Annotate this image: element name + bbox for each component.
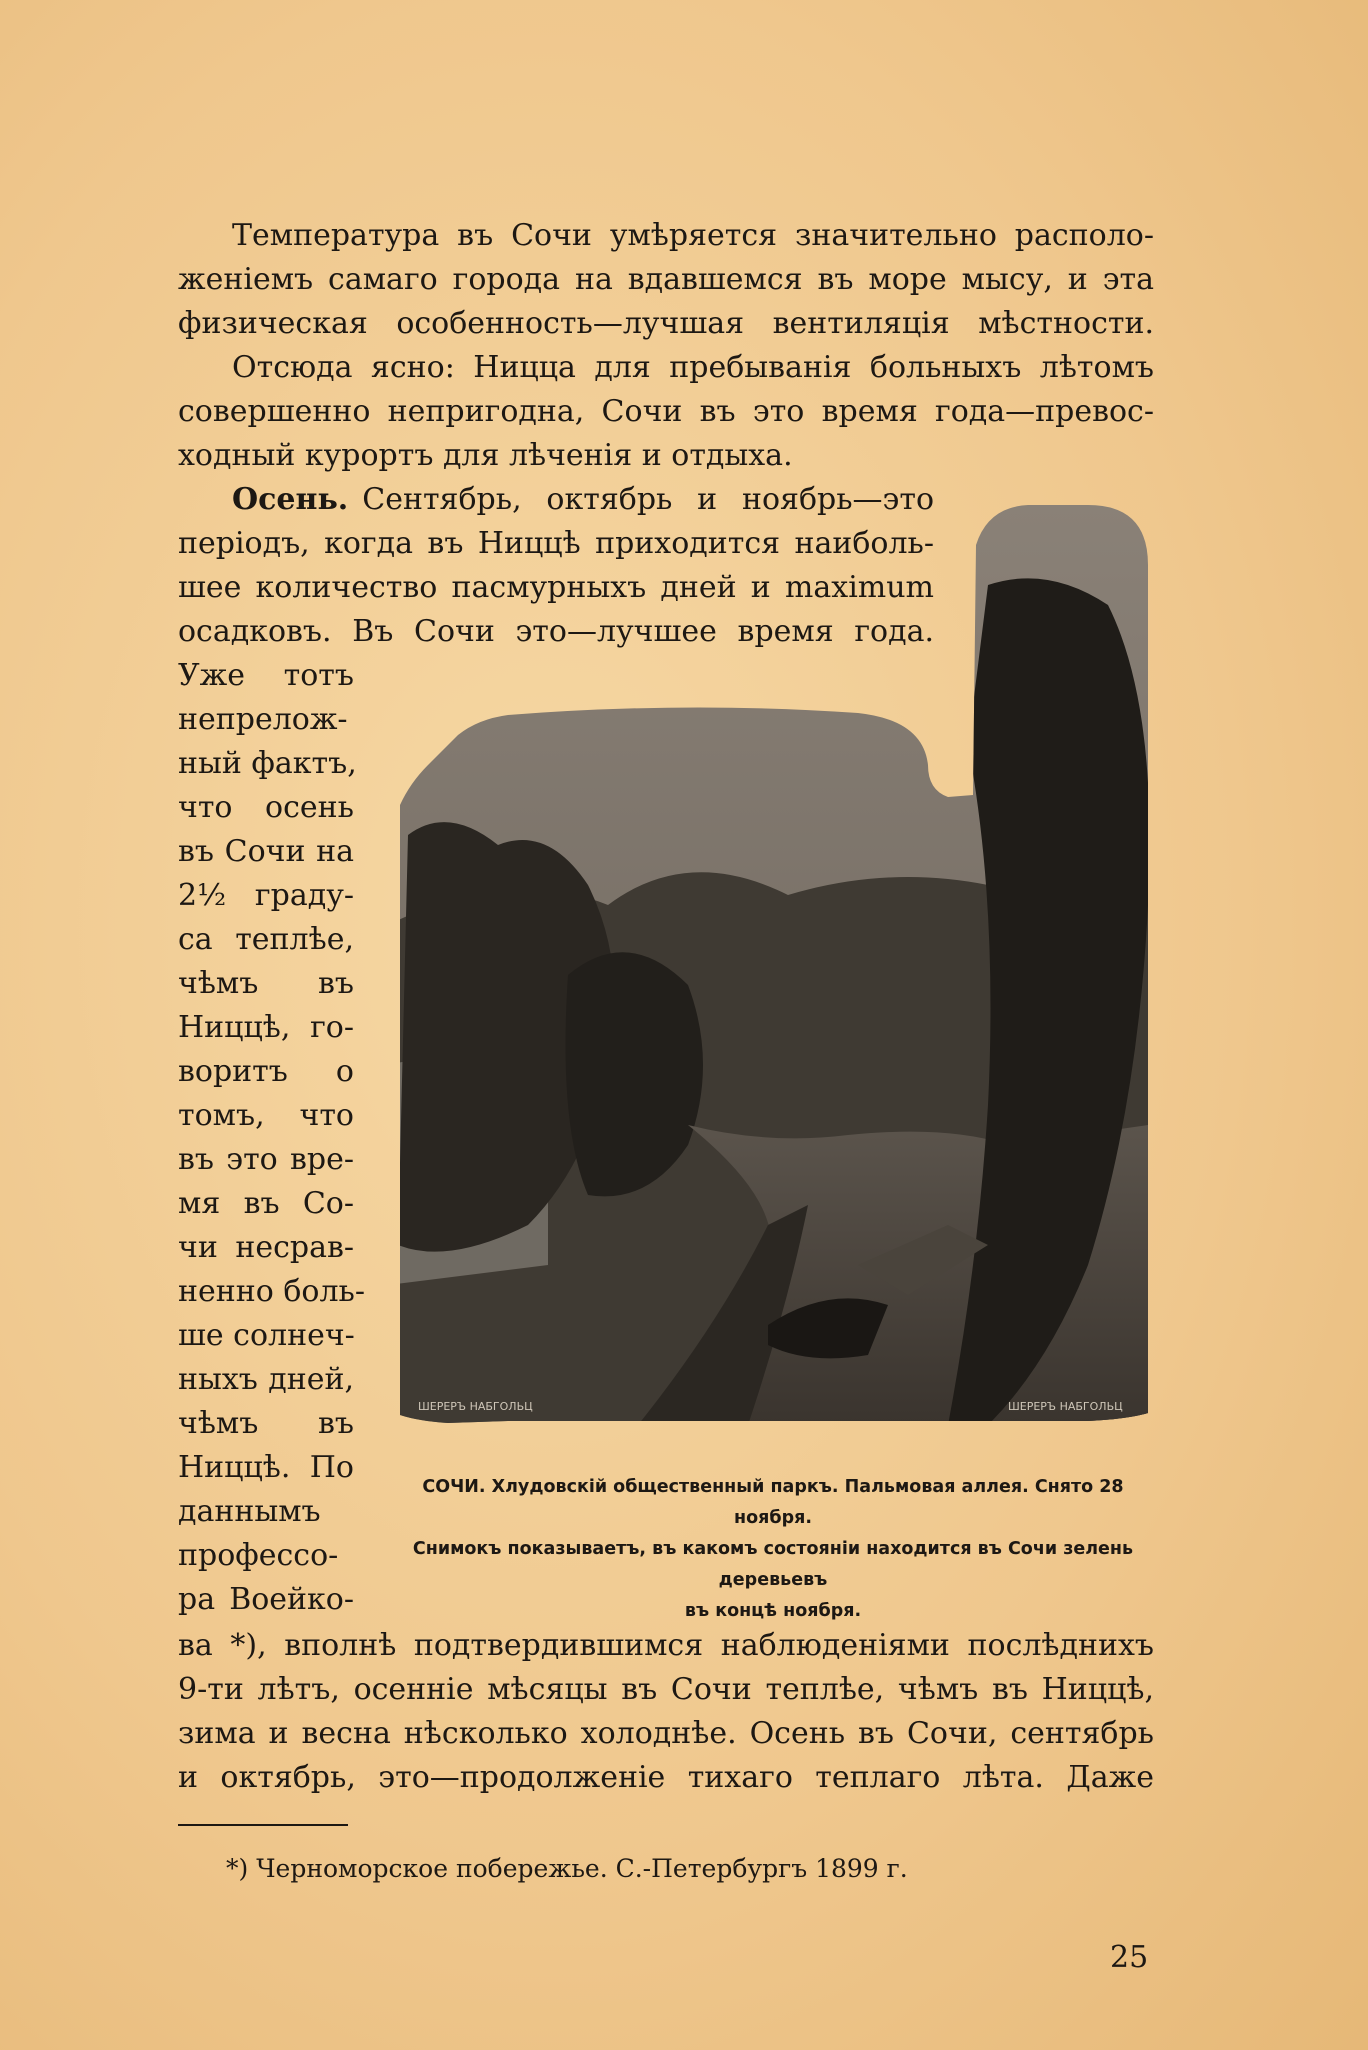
text-line: въ это вре- [178, 1142, 354, 1177]
text-line: 2½ граду- [178, 878, 354, 913]
caption-line: СОЧИ. Хлудовскій общественный паркъ. Пальмовая аллея. Снято 28 ноября. [422, 1477, 1124, 1528]
footnote-rule [178, 1824, 348, 1826]
text-line: чѣмъ въ [178, 966, 354, 1001]
text-line: профессо- [178, 1538, 339, 1573]
text-line: женіемъ самаго города на вдавшемся въ море мысу, и эта [178, 262, 1154, 297]
text-line: чѣмъ въ [178, 1406, 354, 1441]
text-line: ныхъ дней, [178, 1362, 354, 1397]
text-line: и октябрь, это—продолженіе тихаго теплаго лѣта. Даже [178, 1760, 1154, 1795]
text-line: что осень [178, 790, 354, 825]
text-line: физическая особенность—лучшая вентиляція мѣстности. [178, 306, 1154, 341]
text-line: Отсюда ясно: Ницца для пребыванія больныхъ лѣтомъ [232, 350, 1154, 385]
text-line: въ Сочи на [178, 834, 354, 869]
photo-caption [388, 1472, 1158, 1627]
text-line: ходный курортъ для лѣченія и отдыха. [178, 438, 793, 473]
text-line: ва *), вполнѣ подтвердившимся наблюденіями послѣднихъ [178, 1628, 1154, 1663]
footnote: *) Черноморское побережье. С.-Петербургъ 1899 г. [226, 1854, 908, 1883]
text-line: непрелож- ный фактъ, [178, 702, 357, 781]
text-line: Ниццѣ. По [178, 1450, 354, 1485]
photo-content [388, 505, 1158, 1425]
text-line: чи несрав- [178, 1230, 354, 1265]
text-line: Ниццѣ, го- [178, 1010, 354, 1045]
text-line: періодъ, когда въ Ниццѣ приходится наиболь- [178, 526, 934, 561]
caption-line: въ концѣ ноября. [684, 1601, 862, 1621]
text-line: совершенно непригодна, Сочи въ это время года—превос- [178, 394, 1154, 429]
text-line: 9-ти лѣтъ, осенніе мѣсяцы въ Сочи теплѣе, чѣмъ въ Ниццѣ, [178, 1672, 1154, 1707]
text-line: томъ, что [178, 1098, 354, 1133]
text-line: ра Воейко- [178, 1582, 354, 1617]
caption-line: Снимокъ показываетъ, въ какомъ состояніи находится въ Сочи зелень деревьевъ [412, 1539, 1134, 1590]
page-number: 25 [1110, 1940, 1149, 1975]
text-line: Температура въ Сочи умѣряется значительно располо- [232, 218, 1154, 253]
photo-mark-left: ШЕРЕРЪ НАБГОЛЬЦ [418, 1400, 533, 1413]
text-line: мя въ Со- [178, 1186, 354, 1221]
text-line: ше солнеч- [178, 1318, 355, 1353]
park-photograph [388, 505, 1158, 1425]
text-line: осадковъ. Въ Сочи это—лучшее время года. [178, 614, 934, 649]
text-line: зима и весна нѣсколько холоднѣе. Осень въ Сочи, сентябрь [178, 1716, 1154, 1751]
text-line: воритъ о [178, 1054, 354, 1089]
section-heading: Осень. [232, 482, 349, 517]
text-line: шее количество пасмурныхъ дней и maximum [178, 570, 934, 605]
text-line: Уже тотъ [178, 658, 354, 693]
text-line: са теплѣе, [178, 922, 354, 957]
text-line: даннымъ [178, 1494, 321, 1529]
text-run: Сентябрь, октябрь и ноябрь—это [362, 482, 934, 517]
text-column [178, 654, 365, 1622]
photo-mark-right: ШЕРЕРЪ НАБГОЛЬЦ [1008, 1400, 1123, 1413]
text-line: ненно боль- [178, 1274, 365, 1309]
